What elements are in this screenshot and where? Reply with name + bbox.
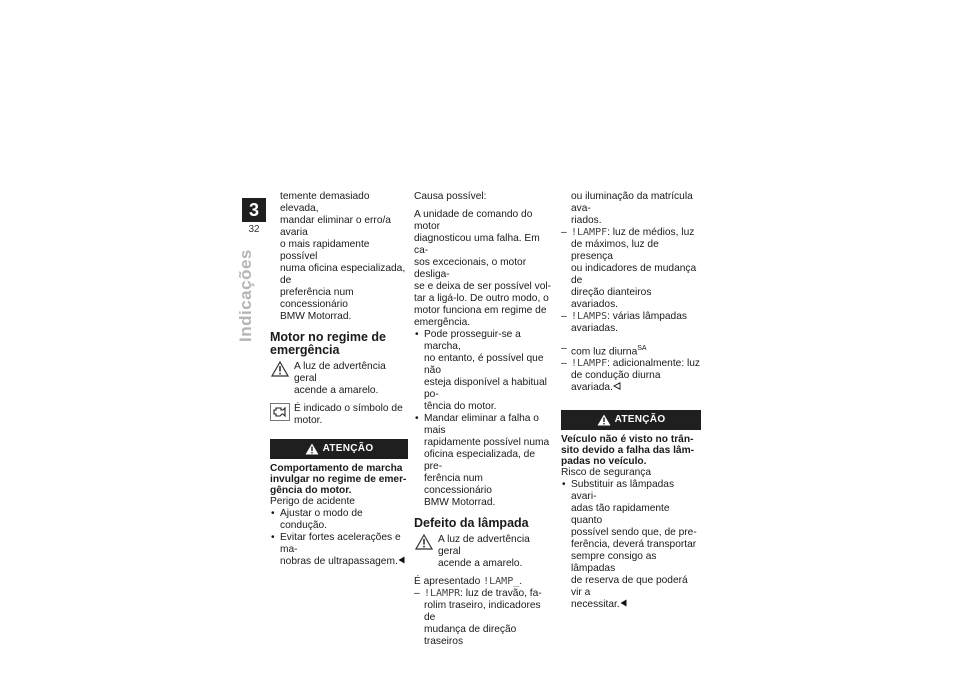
text-line: acende a amarelo.	[438, 558, 523, 569]
indicator-description	[294, 361, 408, 397]
indicator-row	[270, 403, 408, 427]
risk-text: Risco de segurança	[561, 467, 652, 479]
display-code: !LAMPF	[571, 227, 608, 238]
text-line: Ajustar o modo de condução.	[280, 508, 363, 531]
text-line: ferência num concessionário	[424, 473, 492, 496]
text-line: o mais rapidamente possível	[280, 239, 370, 262]
dash-list	[414, 588, 552, 648]
list-item	[414, 588, 552, 648]
text-line: .	[519, 576, 523, 587]
text-line: mandar eliminar o erro/a avaria	[280, 215, 391, 238]
text-line: preferência num concessionário	[280, 287, 354, 310]
warning-triangle-icon	[270, 361, 290, 379]
text-line: necessitar.	[571, 599, 620, 611]
list-item	[561, 343, 701, 358]
text-line: direção dianteiros avariados.	[571, 287, 652, 310]
risk-text: Perigo de acidente	[270, 496, 355, 507]
list-item	[561, 358, 701, 394]
text-line: A luz de advertência geral	[294, 361, 386, 384]
warning-label: ATENÇÃO	[322, 443, 374, 454]
text-line: tência do motor.	[424, 401, 497, 412]
text-line: de reserva de que poderá vir a	[571, 575, 688, 599]
chapter-number: 3	[242, 198, 266, 222]
cause-paragraph	[414, 209, 552, 329]
chapter-tab	[242, 198, 266, 238]
column-2	[414, 191, 552, 648]
text-line: temente demasiado elevada,	[280, 191, 370, 214]
section-heading-emergency	[270, 331, 408, 357]
list-item	[561, 311, 701, 335]
text-line: Veículo não é visto no trân-	[561, 434, 694, 446]
indicator-row	[270, 361, 408, 397]
text-line: invulgar no regime de emer-	[270, 474, 407, 485]
display-code: !LAMPS	[571, 311, 608, 322]
text-line: A luz de advertência geral	[438, 534, 530, 557]
text-line: mudança de direção traseiros	[424, 624, 517, 647]
text-line: Comportamento de marcha	[270, 463, 403, 474]
text-line: BMW Motorrad.	[280, 311, 352, 322]
list-item	[561, 479, 701, 611]
warning-label: ATENÇÃO	[614, 414, 666, 426]
text-line: de máximos, luz de presença	[571, 239, 659, 262]
text-line: riados.	[571, 215, 602, 226]
column-3	[561, 191, 701, 611]
text-line: ou iluminação da matrícula ava-	[571, 191, 693, 214]
list-item	[414, 329, 552, 413]
indicator-description	[438, 534, 552, 570]
text-line: tar a ligá-lo. De outro modo, o	[414, 293, 549, 304]
text-line: no entanto, é possível que não	[424, 353, 544, 376]
text-line: com luz diurna	[571, 346, 638, 358]
text-line: ferência, deverá transportar	[571, 539, 697, 551]
cause-label: Causa possível:	[414, 191, 487, 202]
text-line: rolim traseiro, indicadores de	[424, 600, 541, 623]
warning-banner	[270, 439, 408, 459]
display-code: !LAMPR	[424, 588, 461, 599]
continuation-paragraph	[561, 191, 701, 227]
warning-title	[270, 463, 408, 496]
end-mark-icon	[398, 556, 405, 564]
text-line: oficina especializada, de pre-	[424, 449, 536, 472]
text-line: emergência.	[414, 317, 471, 328]
warning-triangle-icon	[597, 414, 611, 426]
display-code: !LAMP_	[483, 576, 520, 587]
bullet-list	[270, 508, 408, 568]
text-line: • Pode prosseguir-se a marcha,	[424, 329, 521, 352]
text-line: rapidamente possível numa	[424, 437, 550, 448]
text-line: BMW Motorrad.	[424, 497, 496, 508]
text-line: sos excecionais, o motor desliga-	[414, 257, 527, 280]
text-line: É apresentado	[414, 576, 481, 587]
warning-triangle-icon	[305, 443, 319, 455]
warning-title	[561, 434, 701, 467]
text-line: • Mandar eliminar a falha o mais	[424, 413, 539, 436]
warning-triangle-icon	[414, 534, 434, 552]
text-line: sito devido a falha das lâm-	[561, 445, 695, 457]
text-line: sempre consigo as lâmpadas	[571, 551, 657, 575]
text-line: : luz de travão, fa-	[460, 588, 542, 599]
text-line: acende a amarelo.	[294, 385, 379, 396]
chapter-title: Indicações	[236, 249, 255, 342]
heading-line: Motor no regime de	[270, 330, 386, 344]
dash-list	[561, 343, 701, 394]
text-line: motor.	[294, 415, 323, 426]
text-line: : adicionalmente: luz	[607, 358, 700, 370]
text-line: A unidade de comando do motor	[414, 209, 533, 232]
list-item	[270, 508, 408, 532]
text-line: de condução diurna avariada.	[571, 370, 661, 394]
text-line: : luz de médios, luz	[607, 227, 695, 238]
text-line: ou indicadores de mudança de	[571, 263, 697, 286]
indicator-description	[294, 403, 403, 427]
display-code: !LAMPF	[571, 358, 608, 370]
text-line: se e deixa de ser possível vol-	[414, 281, 552, 292]
text-line: padas no veículo.	[561, 456, 647, 468]
text-line: gência do motor.	[270, 485, 352, 496]
text-line: diagnosticou uma falha. Em ca-	[414, 233, 540, 256]
list-item	[270, 532, 408, 568]
dash-list	[561, 227, 701, 335]
text-line: avariadas.	[571, 323, 619, 334]
text-line: É indicado o símbolo de	[294, 403, 403, 414]
option-marker: SA	[637, 345, 647, 352]
page-number: 32	[248, 224, 260, 235]
text-line: : várias lâmpadas	[607, 311, 687, 322]
list-item	[414, 413, 552, 509]
list-item	[561, 227, 701, 311]
text-line: adas tão rapidamente quanto	[571, 503, 670, 527]
end-mark-icon	[620, 599, 627, 607]
text-line: Evitar fortes acelerações e ma-	[280, 532, 401, 555]
intro-paragraph	[270, 191, 408, 323]
column-1	[270, 191, 408, 568]
bullet-list	[561, 479, 701, 611]
heading-line: emergência	[270, 343, 340, 357]
indicator-row	[414, 534, 552, 570]
text-line: nobras de ultrapassagem.	[280, 556, 398, 567]
text-line: possível sendo que, de pre-	[571, 527, 697, 539]
text-line: motor funciona em regime de	[414, 305, 547, 316]
text-line: • Substituir as lâmpadas avari-	[571, 479, 675, 503]
section-heading-lamp-fault: Defeito da lâmpada	[414, 516, 529, 530]
warning-banner	[561, 410, 701, 430]
text-line: esteja disponível a habitual po-	[424, 377, 547, 400]
shown-message	[414, 576, 552, 588]
text-line: numa oficina especializada, de	[280, 263, 406, 286]
engine-icon	[270, 403, 290, 421]
end-mark-icon	[613, 382, 621, 390]
bullet-list	[414, 329, 552, 509]
